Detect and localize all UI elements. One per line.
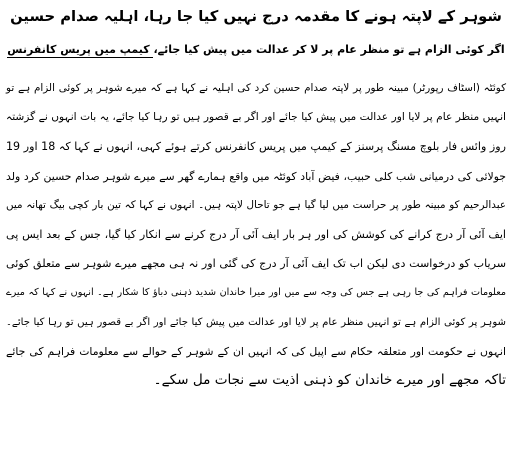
article-headline: شوہر کے لاپتہ ہونے کا مقدمہ درج نہیں کیا جا رہا، اہلیہ صدام حسین [10,8,502,25]
body-line: جولائی کی درمیانی شب کلی حبیب، فیض آباد کوئٹہ میں واقع ہمارے گھر سے میرے شوہر صدام حسین کرد ولد [6,169,506,183]
subheadline-part-b-underlined: کیمپ میں پریس کانفرنس [7,43,154,56]
body-line: ایف آئی آر درج کرانے کی کوشش کی اور ہر بار ایف آئی آر درج کرنے سے انکار کیا گیا، جس کے بعد ایس پی [6,228,506,242]
body-line: روز وائس فار بلوچ مسنگ پرسنز کے کیمپ میں پریس کانفرنس کرتے ہوئے کہی، انہوں نے کہا کہ 18 اور 19 [6,140,506,154]
body-line: شوہر پر کوئی الزام ہے تو انہیں منظر عام پر لایا اور عدالت میں پیش کیا جائے اور اگر بے قصور ہیں تو رہا کیا جائے۔ [6,316,506,328]
news-article [6,4,506,395]
body-line: کوئٹہ (اسٹاف رپورٹر) مبینہ طور پر لاپتہ صدام حسین کرد کی اہلیہ نے کہا ہے کہ میرے شوہر پر کوئی الزام ہے تو [6,82,506,94]
subheadline-part-a: اگر کوئی الزام ہے تو منظر عام پر لا کر عدالت میں پیش کیا جائے، [153,43,505,56]
body-line: عبدالرحیم کو مبینہ طور پر حراست میں لیا گیا ہے جو تاحال لاپتہ ہیں۔ انہوں نے کہا کہ تین بار کچی بیگ تھانہ میں [6,198,506,211]
body-line: سریاب کو درخواست دی لیکن اب تک ایف آئی آر درج کی گئی اور نہ ہی مجھے میرے شوہر سے متعلق کوئی [6,257,506,271]
body-line: تاکہ مجھے اور میرے خاندان کو ذہنی اذیت سے نجات مل سکے۔ [153,372,506,389]
body-line: انہوں نے حکومت اور متعلقہ حکام سے اپیل کی کہ انہیں ان کے شوہر کے حوالے سے معلومات فراہم کی جائے [6,344,506,358]
body-line: انہیں منظر عام پر لایا اور عدالت میں پیش کیا جائے اور اگر بے قصور ہیں تو رہا کیا جائے، یہ بات انہوں نے گزشتہ [6,111,506,124]
body-line: معلومات فراہم کی جا رہی ہے جس کی وجہ سے میں اور میرا خاندان شدید ذہنی دباؤ کا شکار ہے۔ انہوں نے کہا کہ میرے [6,287,506,299]
article-body [6,74,506,395]
article-subheadline [6,36,506,64]
